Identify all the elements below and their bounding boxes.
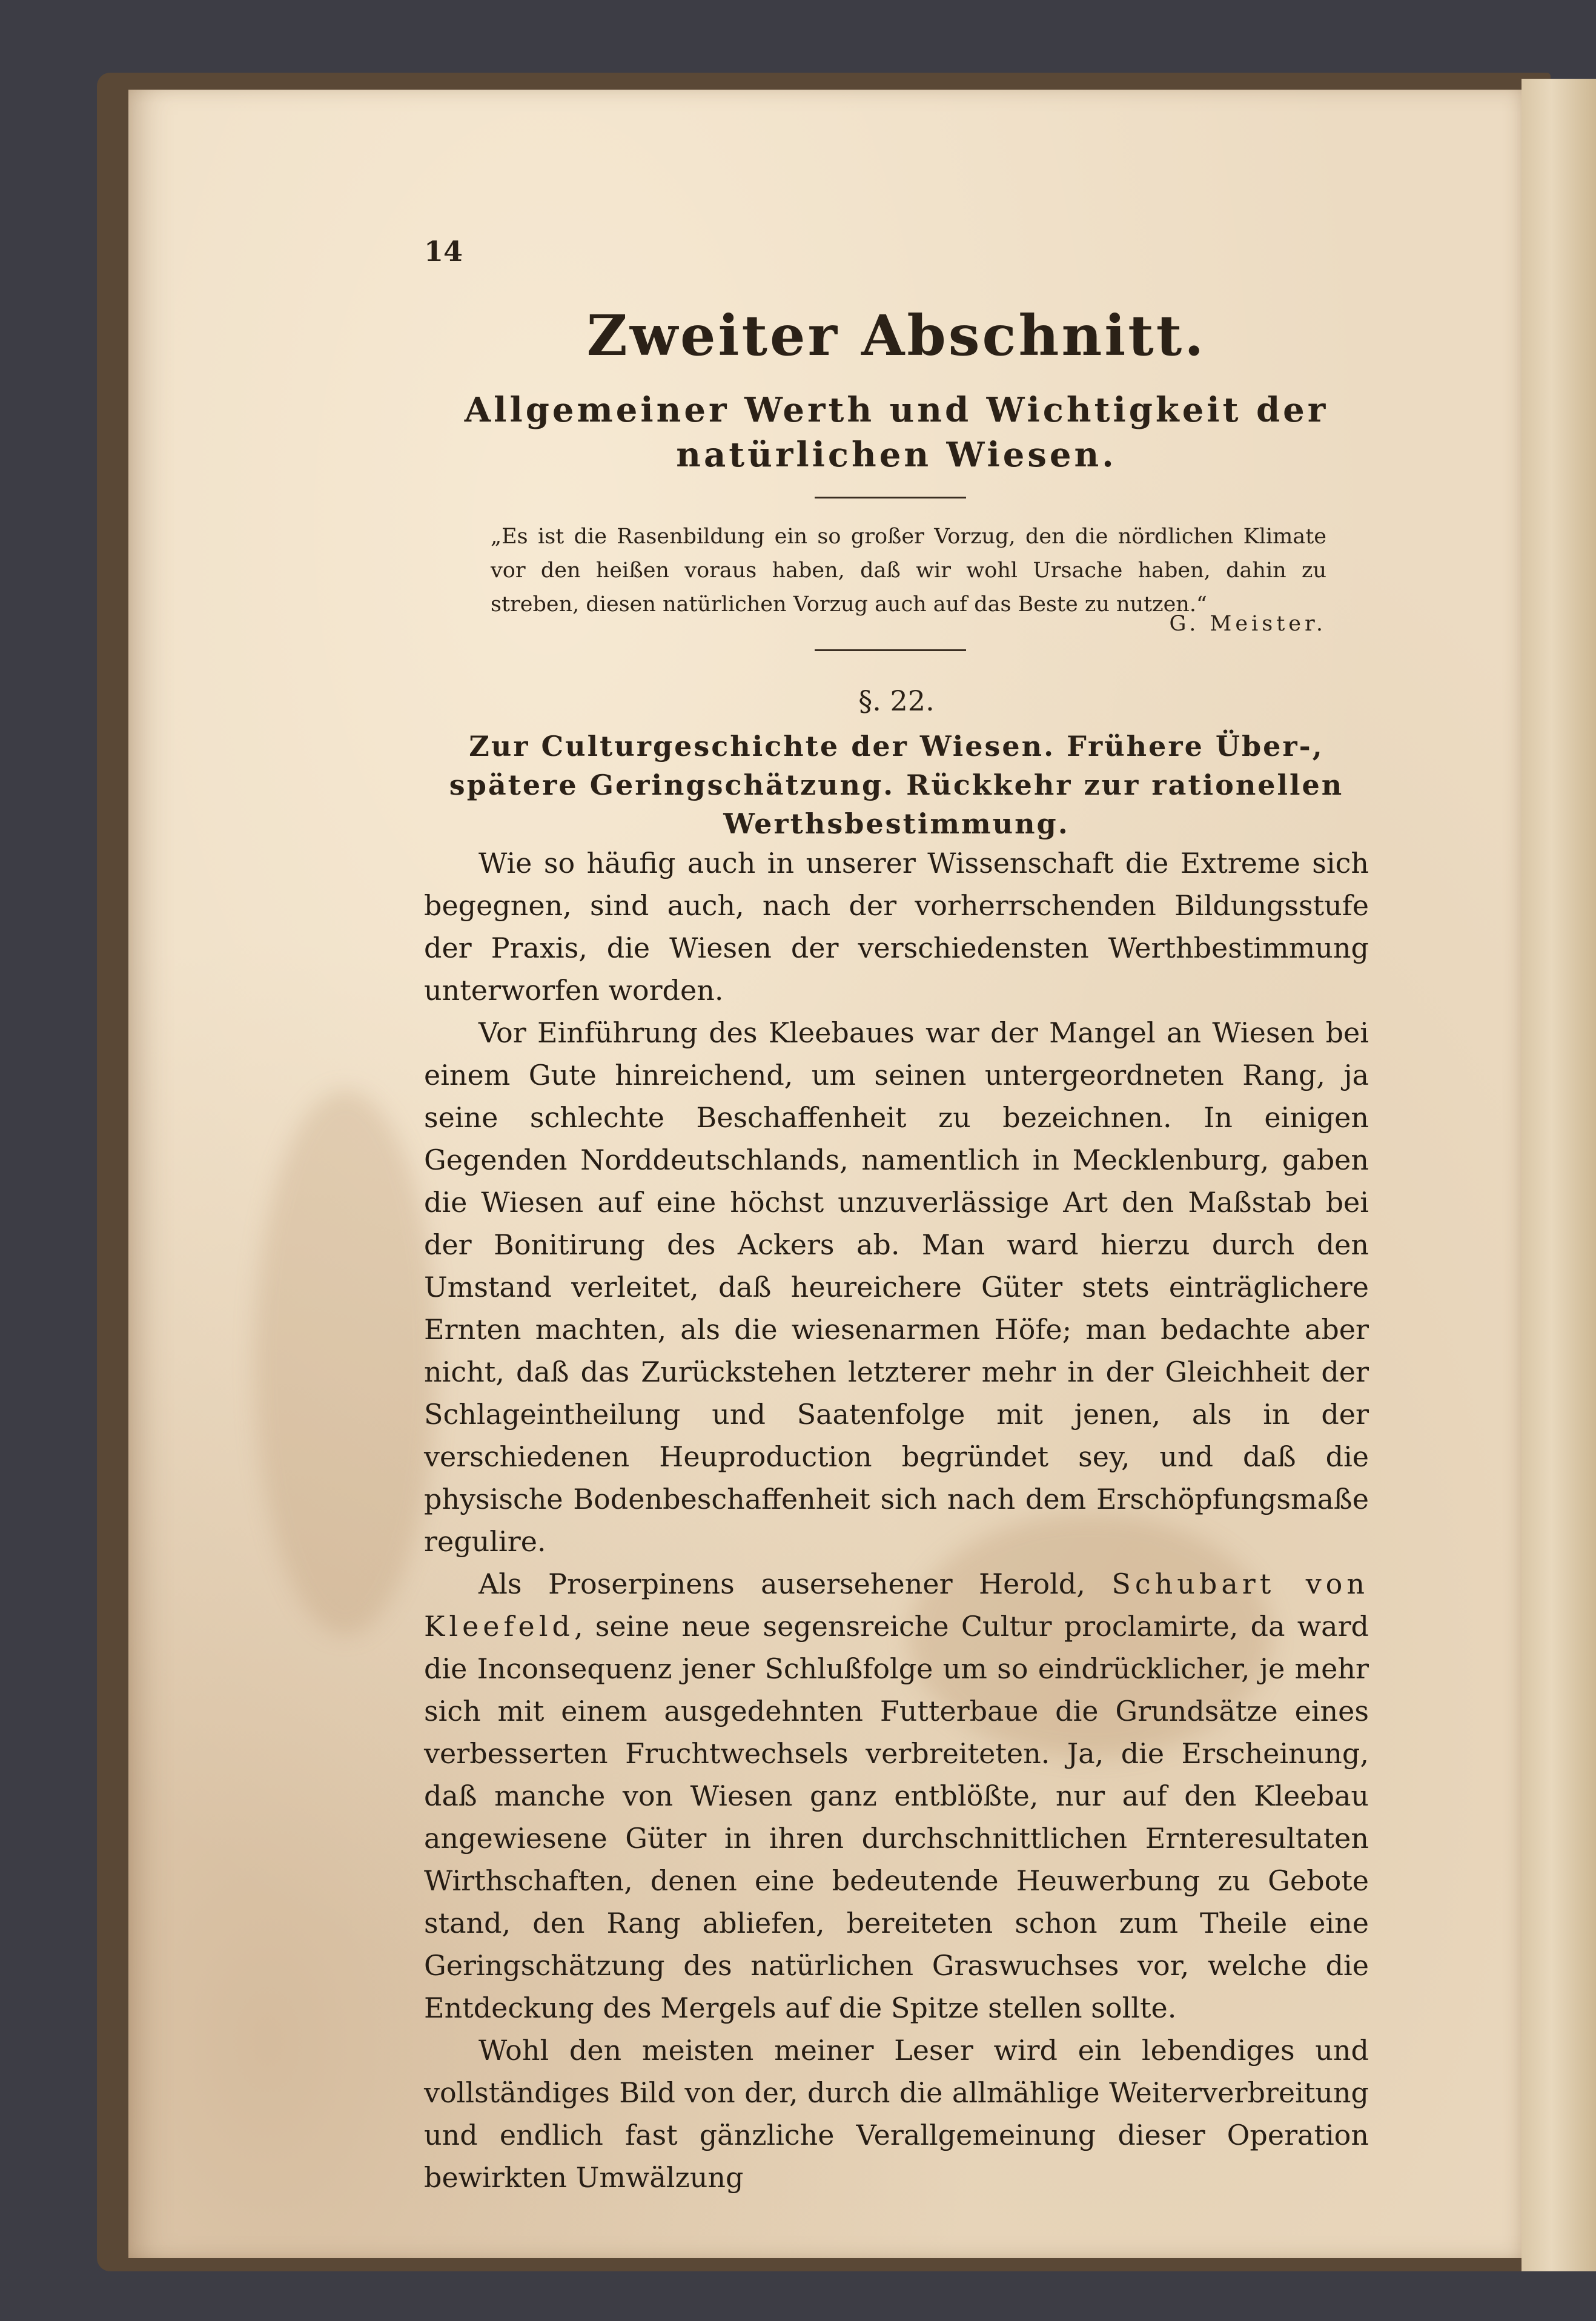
paragraph: Wohl den meisten meiner Leser wird ein lebendiges und vollständiges Bild von der, durch die allmählige Weiterverbreitung und endlich fast gänzliche Verallgemeinung dieser Operation bewirkten Umwälzung <box>424 2034 1369 2194</box>
motto-quote: „Es ist die Rasenbildung ein so großer Vorzug, den die nördlichen Klimate vor den heißen voraus haben, daß wir wohl Ursache haben, dahin zu streben, diesen natürlichen Vorzug auch auf das Beste zu nutzen.“ <box>491 525 1326 617</box>
facing-page-edge <box>1521 79 1596 2271</box>
paragraph: Vor Einführung des Kleebaues war der Mangel an Wiesen bei einem Gute hinreichend, um seinen untergeordneten Rang, ja seine schlechte Beschaffenheit zu bezeichnen. In einigen Gegenden Norddeutschlands, namentlich in Mecklenburg, gaben die Wiesen auf eine höchst unzuverlässige Art den Maßstab bei der Bonitirung des Ackers ab. Man ward hierzu durch den Umstand verleitet, daß heureichere Güter stets einträglichere Ernten machten, als die wiesenarmen Höfe; man bedachte aber nicht, daß das Zurückstehen letzterer mehr in der Gleichheit der Schlageintheilung und Saatenfolge mit jenen, als in der verschiedenen Heuproduction begründet sey, und daß die physische Bodenbeschaffenheit sich nach dem Erschöpfungsmaße regulire. <box>424 1016 1369 1558</box>
chapter-subtitle: Allgemeiner Werth und Wichtigkeit der natürlichen Wiesen. <box>464 390 1329 475</box>
paragraph-text: , seine neue segensreiche Cultur proclamirte, da ward die Inconsequenz jener Schlußfolge um so eindrücklicher, je mehr sich mit einem ausgedehnten Futterbaue die Grundsätze eines verbesserten Fruchtwechsels verbreiteten. Ja, die Erscheinung, daß manche von Wiesen ganz entblößte, nur auf den Kleebau angewiesene Güter in ihren durchschnittlichen Ernteresultaten Wirthschaften, denen eine bedeutende Heuwerbung zu Gebote stand, den Rang abliefen, bereiteten schon zum Theile eine Geringschätzung des natürlichen Graswuchses vor, welche die Entdeckung des Mergels auf die Spitze stellen sollte. <box>424 1610 1369 2024</box>
paragraph-text: Als Proserpinens ausersehener Herold, <box>478 1568 1112 1600</box>
page-stain <box>254 1090 436 1635</box>
person-name: Schubart von Kleefeld <box>424 1568 1369 1643</box>
body-text <box>424 842 1369 2199</box>
page-number: 14 <box>424 235 463 268</box>
divider-rule <box>815 497 966 498</box>
paragraph: Wie so häufig auch in unserer Wissenschaft die Extreme sich begegnen, sind auch, nach der vorherrschenden Bildungsstufe der Praxis, die Wiesen der verschiedensten Werthbestimmung unterworfen worden. <box>424 847 1369 1007</box>
chapter-title: Zweiter Abschnitt. <box>586 303 1207 368</box>
paragraph <box>424 1563 1369 2029</box>
divider-rule <box>815 649 966 651</box>
section-heading: Zur Culturgeschichte der Wiesen. Frühere Über-, spätere Geringschätzung. Rückkehr zur rationellen Werthsbestimmung. <box>449 730 1344 840</box>
section-number: §. 22. <box>858 684 935 717</box>
motto-author: G. Meister. <box>1169 612 1326 636</box>
